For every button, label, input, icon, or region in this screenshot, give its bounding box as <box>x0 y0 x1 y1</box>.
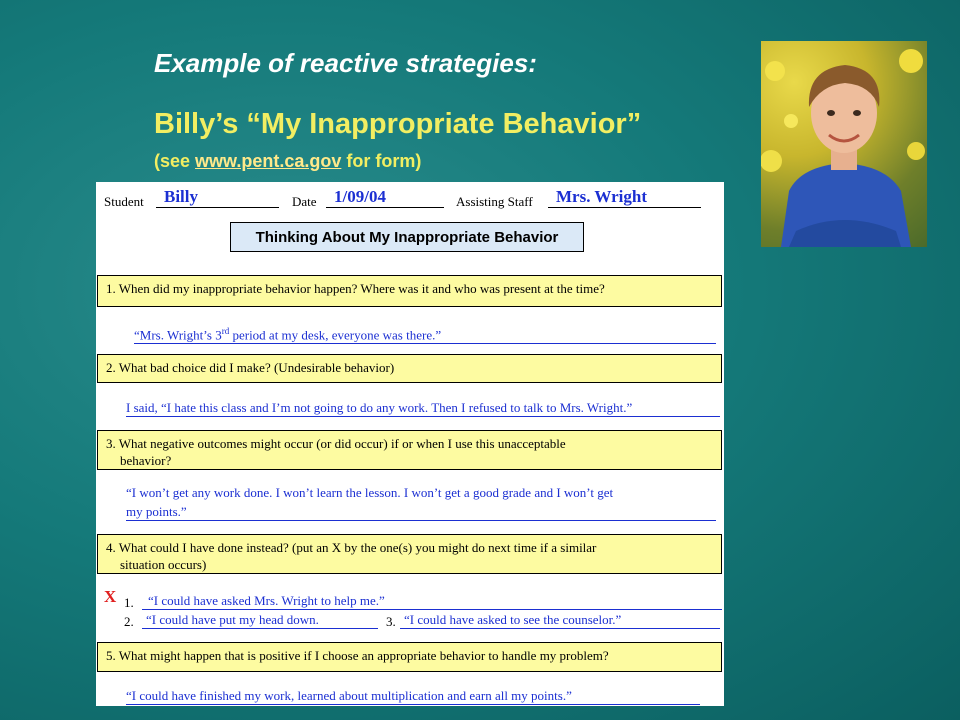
question-4-line2: situation occurs) <box>120 557 207 572</box>
see-prefix: (see <box>154 151 196 171</box>
answer-1-post: period at my desk, everyone was there.” <box>229 327 442 343</box>
x-mark: X <box>104 587 117 606</box>
option-3-number: 3. <box>386 614 396 629</box>
question-3 <box>97 430 722 470</box>
question-3-line1: 3. What negative outcomes might occur (or did occur) if or when I use this unacceptable <box>106 436 566 451</box>
option-1: “I could have asked Mrs. Wright to help me.” <box>142 593 722 610</box>
slide-subtitle: Billy’s “My Inappropriate Behavior” <box>154 108 642 140</box>
student-value: Billy <box>156 187 279 208</box>
answer-3-line2: my points.” <box>126 504 716 521</box>
question-1: 1. When did my inappropriate behavior happen? Where was it and who was present at the time? <box>97 275 722 307</box>
option-1-number: 1. <box>124 595 134 610</box>
answer-1-sup: rd <box>221 326 230 336</box>
see-form-note <box>154 151 421 172</box>
boy-portrait-image <box>761 41 927 247</box>
answer-3-line1: “I won’t get any work done. I won’t learn the lesson. I won’t get a good grade and I won’t get <box>126 485 614 500</box>
form-title: Thinking About My Inappropriate Behavior <box>230 222 584 252</box>
staff-value: Mrs. Wright <box>548 187 701 208</box>
answer-1 <box>134 323 716 344</box>
option-2-number: 2. <box>124 614 134 629</box>
see-suffix: for form) <box>341 151 422 171</box>
staff-label: Assisting Staff <box>456 194 533 209</box>
answer-5: “I could have finished my work, learned about multiplication and earn all my points.” <box>126 688 700 705</box>
date-value: 1/09/04 <box>326 187 444 208</box>
question-2: 2. What bad choice did I make? (Undesirable behavior) <box>97 354 722 383</box>
question-4-line1: 4. What could I have done instead? (put an X by the one(s) you might do next time if a similar <box>106 540 597 555</box>
option-2: “I could have put my head down. <box>142 612 378 629</box>
question-5: 5. What might happen that is positive if I choose an appropriate behavior to handle my problem? <box>97 642 722 672</box>
pent-link[interactable]: www.pent.ca.gov <box>195 151 342 171</box>
student-label: Student <box>104 194 144 209</box>
question-4 <box>97 534 722 574</box>
question-3-line2: behavior? <box>120 453 172 468</box>
date-label: Date <box>292 194 317 209</box>
slide-title: Example of reactive strategies: <box>154 48 537 78</box>
student-photo <box>761 41 927 247</box>
option-3: “I could have asked to see the counselor.” <box>400 612 720 629</box>
answer-2: I said, “I hate this class and I’m not going to do any work. Then I refused to talk to Mrs. Wright.” <box>126 400 720 417</box>
behavior-form <box>96 182 724 706</box>
answer-1-pre: “Mrs. Wright’s 3 <box>134 327 222 343</box>
